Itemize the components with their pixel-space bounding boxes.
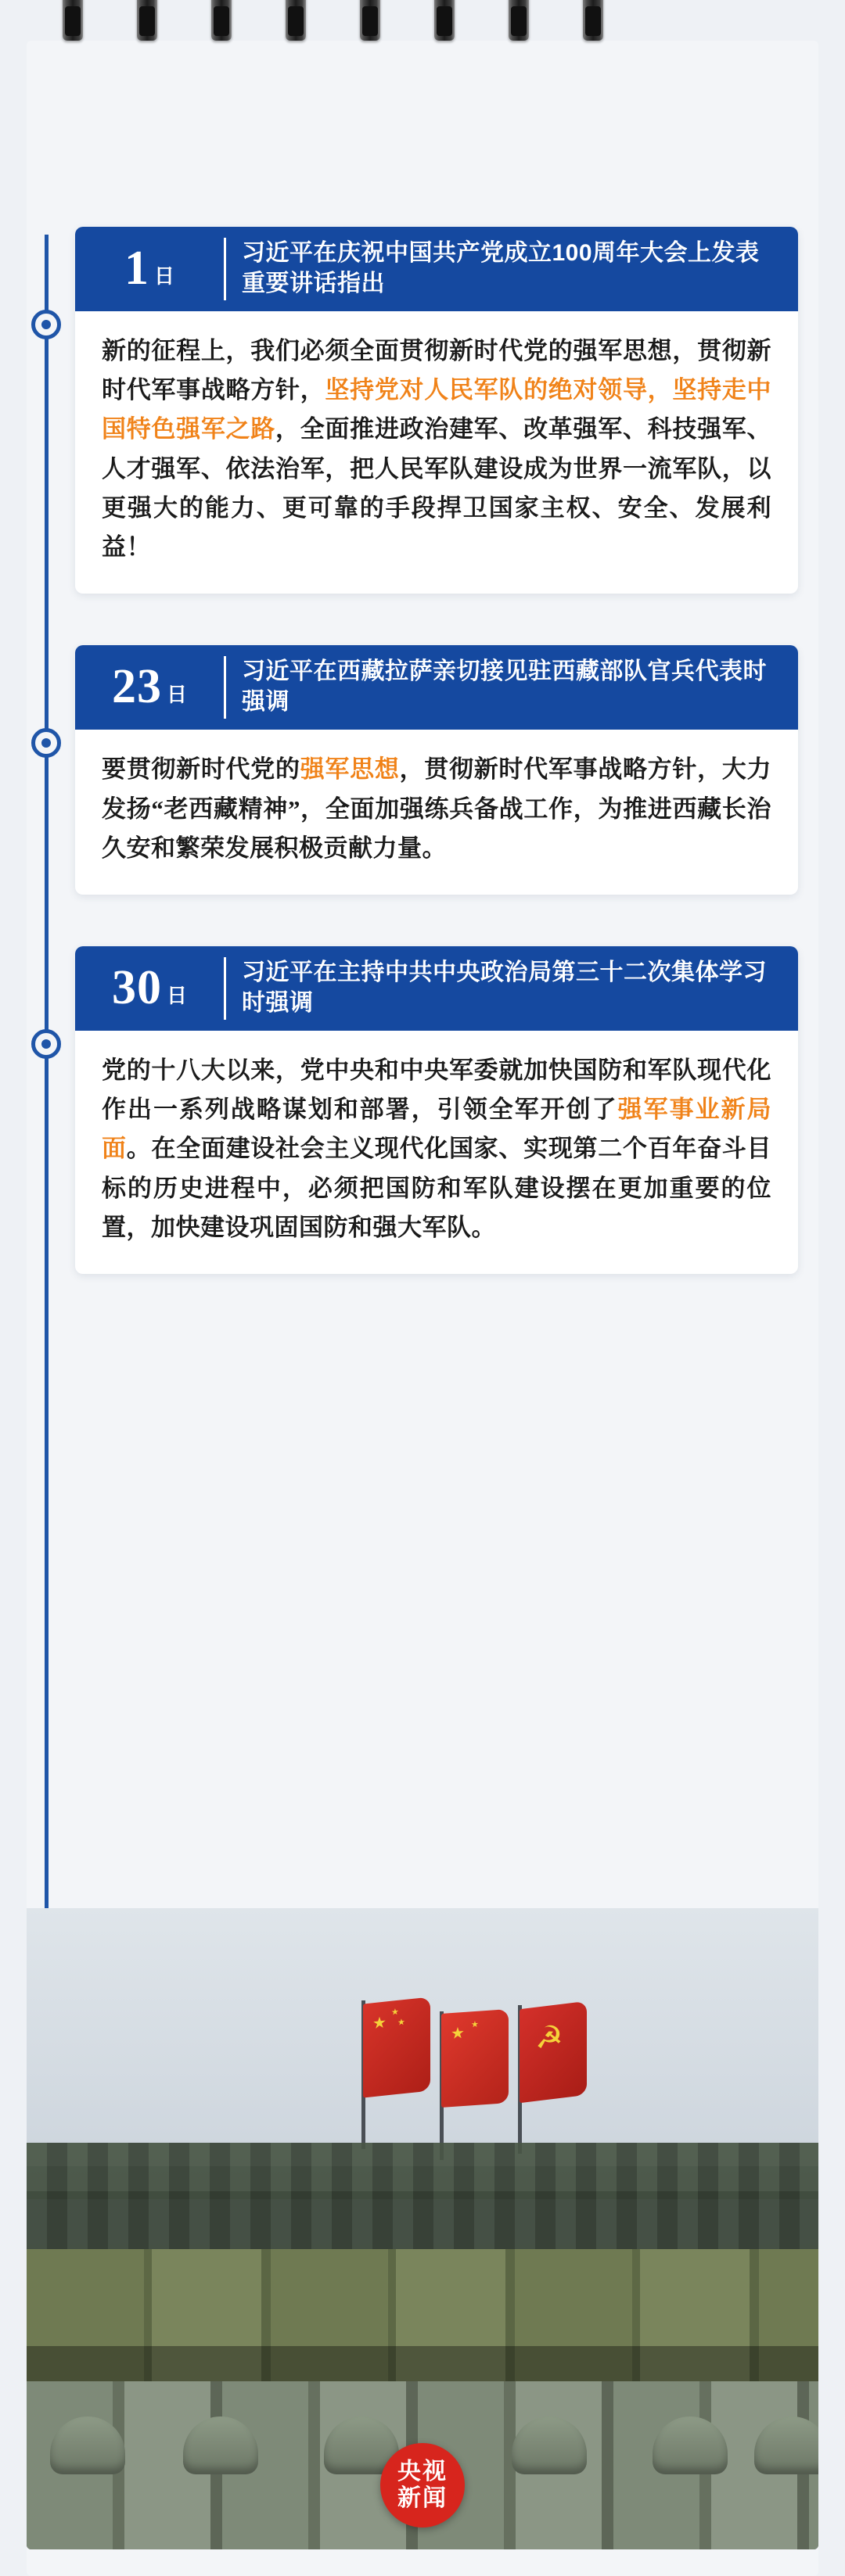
parade-photo [27,1908,818,2549]
spiral-binding [0,0,845,86]
entry-day-unit: 日 [153,264,174,288]
entry-date [75,645,224,730]
body-text: 新的征程上，我们必须全面贯彻新时代党的强军思想，贯彻新时代军事战略方针， [102,337,771,404]
entry-day-unit: 日 [166,983,187,1007]
star-icon: ★ [451,2024,465,2043]
star-icon: ★ [372,2014,387,2033]
timeline-entries [0,227,845,1326]
timeline-node [31,1029,61,1059]
body-highlight: 坚持党对人民军队的绝对领导，坚持走中国特色强军之路 [102,376,772,443]
spiral-ring [434,0,455,41]
entry-body [75,730,798,895]
timeline-entry [0,946,845,1274]
entry-body [75,1031,798,1274]
spiral-ring [286,0,306,41]
helmet-icon [512,2416,587,2474]
timeline-entry [0,227,845,594]
entry-header [75,645,798,730]
body-text: ，全面推进政治建军、改革强军、科技强军、人才强军、依法治军，把人民军队建设成为世界一流军队，以更强大的能力、更可靠的手段捍卫国家主权、安全、发展利益！ [102,415,772,561]
spiral-ring [509,0,529,41]
timeline-node [31,728,61,758]
body-text: 党的十八大以来，党中央和中央军委就加快国防和军队现代化作出一系列战略谋划和部署，引领全军开创了 [102,1056,771,1124]
star-icon: ★ [391,2007,399,2018]
spiral-ring [360,0,380,41]
national-flag-icon [363,1997,430,2097]
logo-line2: 新闻 [397,2485,448,2511]
timeline-entry [0,645,845,895]
entry-title: 习近平在庆祝中国共产党成立100周年大会上发表重要讲话指出 [242,240,760,296]
star-icon: ★ [397,2017,405,2028]
spiral-ring [137,0,157,41]
entry-header [75,227,798,311]
helmet-icon [754,2416,818,2474]
entry-day-number: 23 [111,660,162,714]
troop-row [27,2191,818,2252]
entry-card [75,946,798,1274]
body-highlight: 强军事业新局面 [102,1096,772,1163]
spiral-ring [63,0,83,41]
cctv-news-logo [380,2443,465,2528]
entry-date [75,227,224,311]
body-highlight: 强军思想 [300,755,400,784]
entry-header [75,946,798,1031]
helmet-icon [50,2416,125,2474]
entry-day-number: 1 [124,242,149,295]
helmet-icon [183,2416,258,2474]
entry-card [75,227,798,594]
timeline-node [31,310,61,339]
entry-day-number: 30 [111,960,162,1014]
entry-title: 习近平在西藏拉萨亲切接见驻西藏部队官兵代表时强调 [242,658,767,716]
body-text: 。在全面建设社会主义现代化国家、实现第二个百年奋斗目标的历史进程中，必须把国防和军队建设摆在更加重要的位置，加快建设巩固国防和强大军队。 [102,1135,772,1241]
national-flag-icon [441,2009,509,2108]
star-icon: ★ [471,2019,479,2030]
hammer-sickle-icon: ☭ [535,2020,563,2055]
spiral-ring [583,0,603,41]
body-text: ，贯彻新时代军事战略方针，大力发扬“老西藏精神”，全面加强练兵备战工作，为推进西藏长治久安和繁荣发展积极贡献力量。 [102,755,772,862]
entry-day-unit: 日 [166,683,187,707]
entry-date [75,946,224,1031]
spiral-ring [211,0,232,41]
entry-body [75,311,798,594]
logo-line1: 央视 [397,2458,448,2485]
body-text: 要贯彻新时代党的 [102,755,300,784]
entry-card [75,645,798,895]
entry-title: 习近平在主持中共中央政治局第三十二次集体学习时强调 [242,959,767,1016]
helmet-icon [653,2416,728,2474]
